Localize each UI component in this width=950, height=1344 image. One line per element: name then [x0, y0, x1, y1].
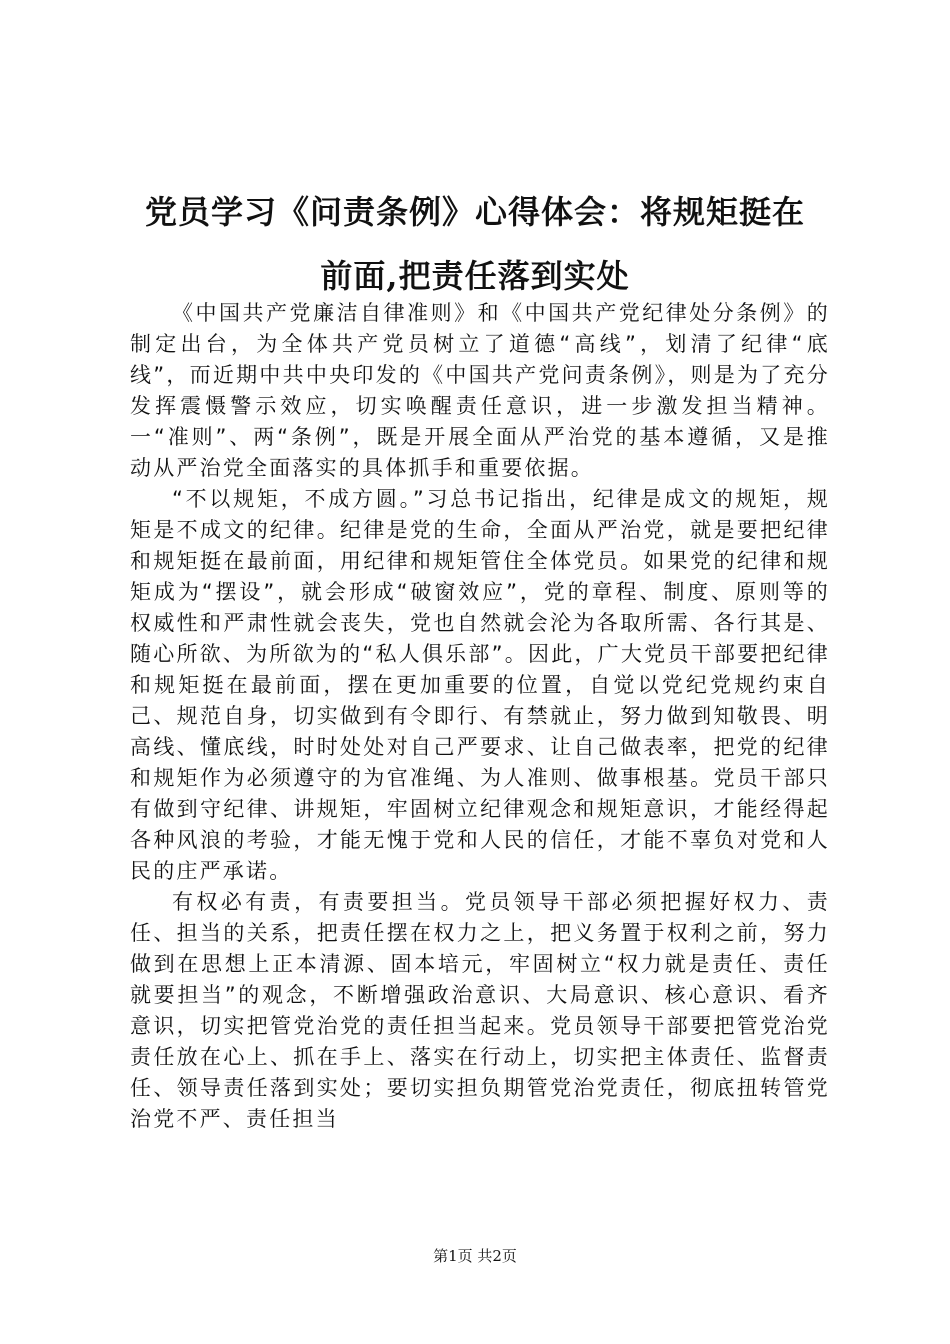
document-title — [80, 180, 870, 308]
paragraph-3: 有权必有责，有责要担当。党员领导干部必须把握好权力、责任、担当的关系，把责任摆在权力之上，把义务置于权利之前，努力做到在思想上正本清源、固本培元，牢固树立“权力就是责任、责任就要担当”的观念，不断增强政治意识、大局意识、核心意识、看齐意识，切实把管党治党的责任担当起来。党员领导干部要把管党治党责任放在心上、抓在手上、落实在行动上，切实把主体责任、监督责任、领导责任落到实处；要切实担负期管党治党责任，彻底扭转管党治党不严、责任担当 — [130, 890, 830, 1131]
document-body — [130, 298, 830, 1135]
page-number-footer: 第1页 共2页 — [433, 1247, 517, 1265]
paragraph-1: 《中国共产党廉洁自律准则》和《中国共产党纪律处分条例》的制定出台，为全体共产党员树立了道德“高线”，划清了纪律“底线”，而近期中共中央印发的《中国共产党问责条例》，则是为了充分发挥震慑警示效应，切实唤醒责任意识，进一步激发担当精神。一“准则”、两“条例”，既是开展全面从严治党的基本遵循，又是推动从严治党全面落实的具体抓手和重要依据。 — [130, 301, 830, 480]
paragraph-2: “不以规矩，不成方圆。”习总书记指出，纪律是成文的规矩，规矩是不成文的纪律。纪律是党的生命，全面从严治党，就是要把纪律和规矩挺在最前面，用纪律和规矩管住全体党员。如果党的纪律和规矩成为“摆设”，就会形成“破窗效应”，党的章程、制度、原则等的权威性和严肃性就会丧失，党也自然就会沦为各取所需、各行其是、随心所欲、为所欲为的“私人俱乐部”。因此，广大党员干部要把纪律和规矩挺在最前面，摆在更加重要的位置，自觉以党纪党规约束自己、规范自身，切实做到有令即行、有禁就止，努力做到知敬畏、明高线、懂底线，时时处处对自己严要求、让自己做表率，把党的纪律和规矩作为必须遵守的为官准绳、为人准则、做事根基。党员干部只有做到守纪律、讲规矩，牢固树立纪律观念和规矩意识，才能经得起各种风浪的考验，才能无愧于党和人民的信任，才能不辜负对党和人民的庄严承诺。 — [130, 487, 830, 883]
title-line-1: 党员学习《问责条例》心得体会：将规矩挺在 — [144, 193, 805, 231]
title-line-2: 前面,把责任落到实处 — [320, 257, 630, 295]
